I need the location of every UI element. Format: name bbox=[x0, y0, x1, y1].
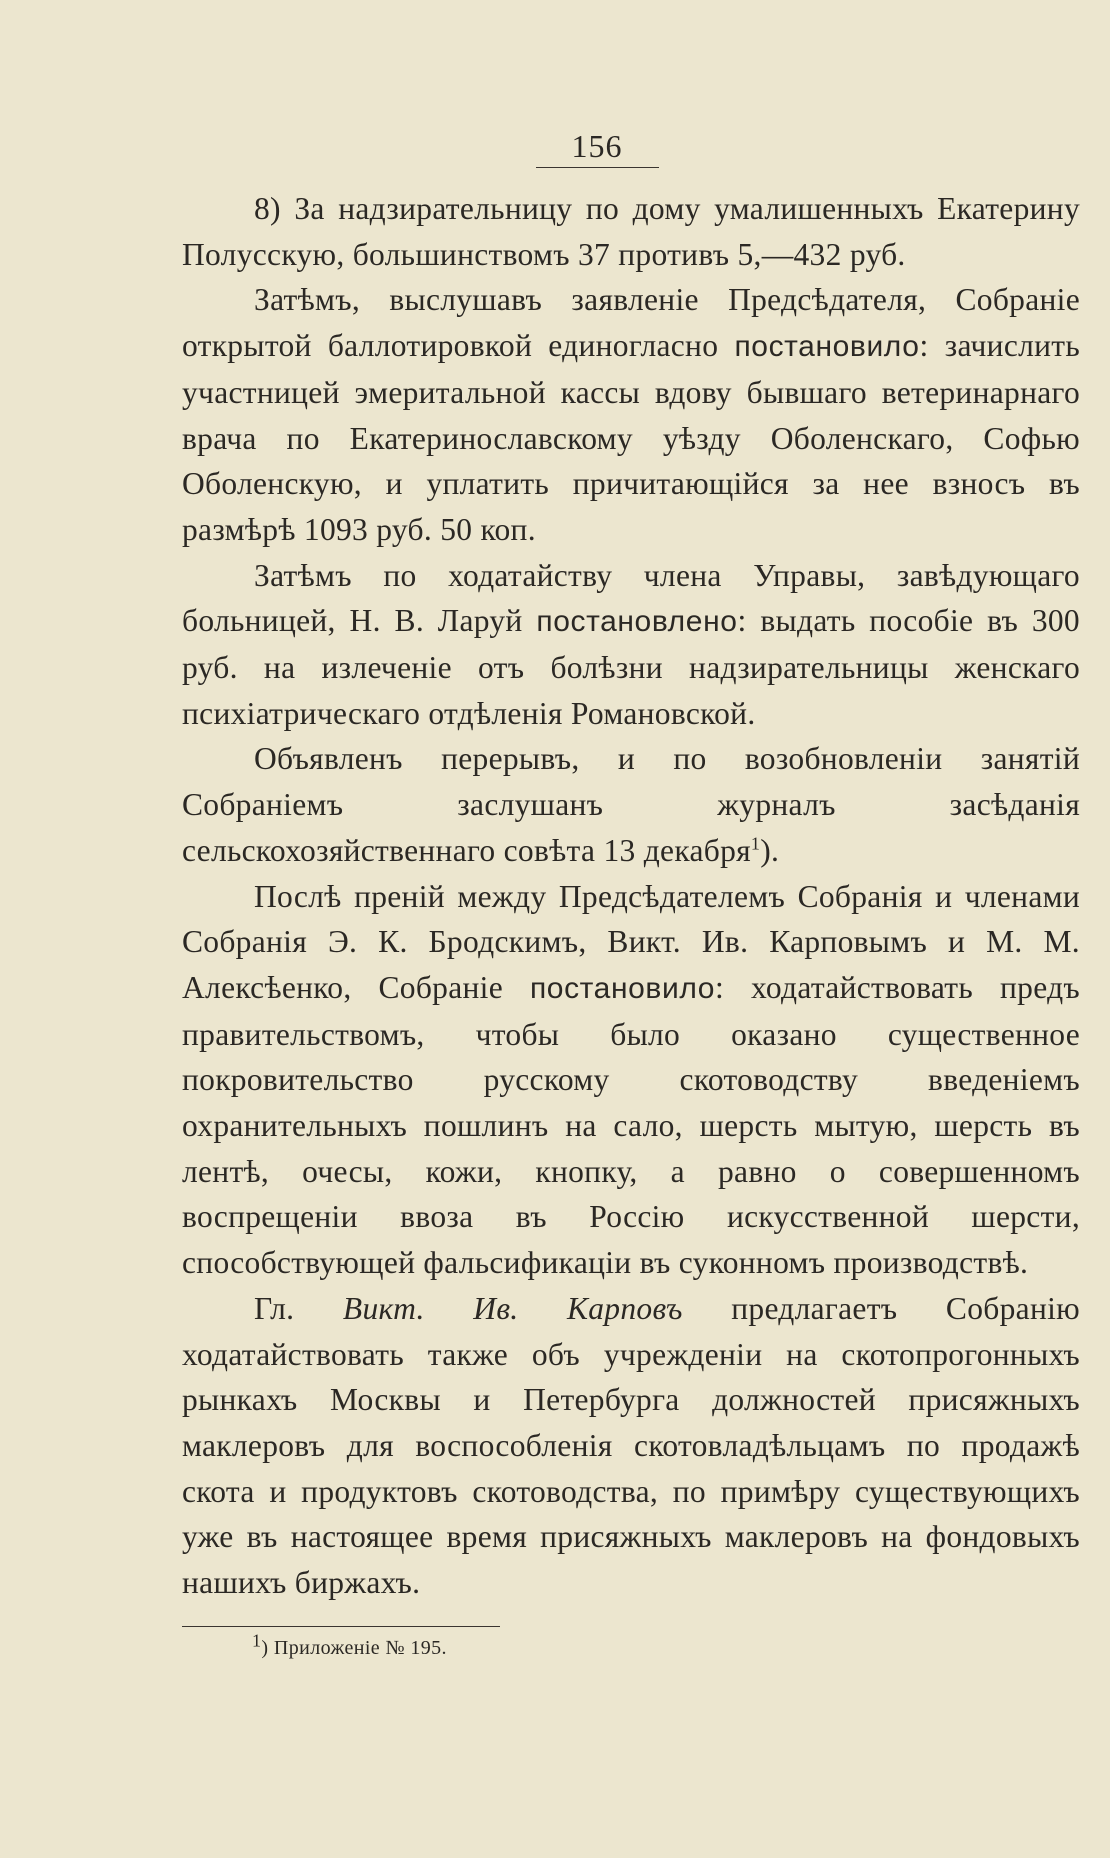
paragraph-4: Объявленъ перерывъ, и по возобновленіи занятій Собраніемъ заслушанъ журналъ засѣданія сельскохозяйственнаго совѣта 13 декабря$^1$). bbox=[182, 741, 1080, 868]
body-text bbox=[182, 186, 1080, 1606]
paragraph-6: Гл. Викт. Ив. Карповъ предлагаетъ Собранію ходатайствовать также объ учрежденіи на скотопрогонныхъ рынкахъ Москвы и Петербурга должностей присяжныхъ маклеровъ для воспособленія скотовладѣльцамъ по продажѣ скота и продуктовъ скотоводства, по примѣру существующихъ уже въ настоящее время присяжныхъ маклеровъ на фондовыхъ нашихъ биржахъ. bbox=[182, 1290, 1080, 1601]
paragraph-2: Затѣмъ, выслушавъ заявленіе Предсѣдателя, Собраніе открытой баллотировкой единогласно постановило: зачислить участницей эмеритальной кассы вдову бывшаго ветеринарнаго врача по Екатеринославскому уѣзду Оболенскаго, Софью Оболенскую, и уплатить причитающійся за нее взносъ въ размѣрѣ 1093 руб. 50 коп. bbox=[182, 282, 1081, 547]
footnote: $^1$) Приложеніе № 195. bbox=[252, 1630, 447, 1659]
footnote-rule bbox=[182, 1626, 500, 1627]
paragraph-1: 8) За надзирательницу по дому умалишенныхъ Екатерину Полусскую, большинствомъ 37 противъ 5,—432 руб. bbox=[182, 191, 1080, 272]
paragraph-3: Затѣмъ по ходатайству члена Управы, завѣдующаго больницей, Н. В. Ларуй постановлено: выдать пособіе въ 300 руб. на излеченіе отъ болѣзни надзирательницы женскаго психіатрическаго отдѣленія Романовской. bbox=[182, 557, 1080, 731]
footnote-ref: 1 bbox=[750, 833, 761, 854]
emphasis-postanovilo-2: постановило bbox=[529, 971, 716, 1005]
page-number: 156 bbox=[242, 128, 952, 168]
paragraph-5: Послѣ преній между Предсѣдателемъ Собранія и членами Собранія Э. К. Бродскимъ, Викт. Ив. Карповымъ и М. М. Алексѣенко, Собраніе постановило: ходатайствовать предъ правительствомъ, чтобы было оказано существенное покровительство русскому скотоводству введеніемъ охранительныхъ пошлинъ на сало, шерсть мытую, шерсть въ лентѣ, очесы, кожи, кнопку, а равно о совершенномъ воспрещеніи ввоза въ Россію искусственной шерсти, способствующей фальсификаціи въ суконномъ производствѣ. bbox=[182, 878, 1080, 1281]
emphasis-postanovilo: постановило bbox=[734, 330, 920, 364]
speaker-name: Викт. Ив. Карповъ bbox=[342, 1290, 683, 1326]
emphasis-postanovleno: постановлено bbox=[536, 605, 738, 639]
